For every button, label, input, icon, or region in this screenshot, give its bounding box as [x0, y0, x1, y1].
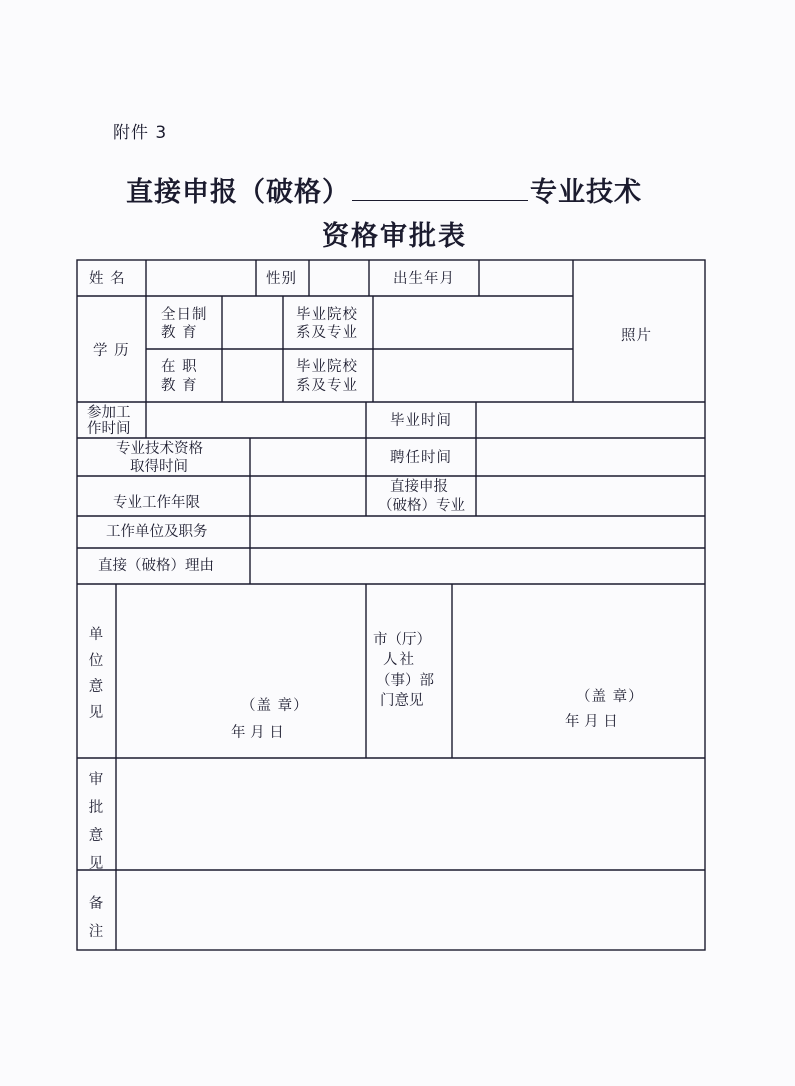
fulltime-education-input[interactable] [223, 297, 282, 348]
title-part1: 直接申报（破格） [126, 177, 350, 208]
grad-school-label-line1: 毕业院校 [296, 307, 358, 323]
form-title-line2: 资格审批表 [322, 221, 467, 252]
birth-date-input[interactable] [480, 261, 572, 295]
photo-label: 照片 [621, 328, 652, 344]
grad-school2-label-line1: 毕业院校 [296, 359, 358, 375]
city-date-text: 年 月 日 [565, 714, 618, 730]
unit-date-text: 年 月 日 [231, 725, 284, 741]
gender-input[interactable] [310, 261, 368, 295]
fulltime-education-line2: 教 育 [161, 325, 198, 341]
employer-position-input[interactable] [251, 517, 704, 547]
remarks-input[interactable] [117, 871, 704, 949]
approval-opinion-label: 审批意见 [88, 772, 104, 872]
grad-school2-label-line2: 系及专业 [296, 378, 358, 394]
work-years-input[interactable] [251, 477, 365, 515]
reason-input[interactable] [251, 549, 704, 583]
photo-area[interactable] [574, 261, 704, 401]
apply-major-label-line1: 直接申报 [390, 479, 448, 495]
name-label: 姓 名 [89, 271, 126, 287]
unit-opinion-label: 单位意见 [88, 627, 104, 721]
apply-major-input[interactable] [477, 477, 704, 515]
reason-label: 直接（破格）理由 [98, 558, 214, 574]
work-start-label-line2: 作时间 [87, 421, 131, 437]
qual-time-label-line2: 取得时间 [130, 459, 188, 475]
work-start-input[interactable] [147, 403, 365, 437]
inservice-education-line2: 教 育 [161, 378, 198, 394]
city-opinion-line1: 市（厅） [373, 632, 431, 648]
employer-position-label: 工作单位及职务 [106, 524, 208, 540]
city-seal-text: （盖 章） [576, 689, 644, 705]
gender-label: 性别 [266, 271, 297, 287]
city-opinion-line4: 门意见 [380, 693, 424, 709]
work-start-label-line1: 参加工 [87, 405, 131, 421]
attachment-number: 附件 3 [113, 123, 168, 143]
work-years-label: 专业工作年限 [113, 495, 200, 511]
education-label: 学 历 [93, 343, 130, 359]
city-opinion-line3: （事）部 [376, 673, 434, 689]
inservice-education-line1: 在 职 [161, 359, 198, 375]
city-opinion-line2: 人社 [383, 652, 416, 668]
apply-major-label-line2: （破格）专业 [378, 498, 465, 514]
grad-school-label-line2: 系及专业 [296, 325, 358, 341]
hire-time-input[interactable] [477, 439, 704, 475]
remarks-label: 备注 [88, 896, 104, 940]
name-input[interactable] [147, 261, 255, 295]
birth-date-label: 出生年月 [393, 271, 455, 287]
fulltime-education-line1: 全日制 [161, 307, 208, 323]
inservice-school-input[interactable] [374, 350, 572, 401]
hire-time-label: 聘任时间 [390, 450, 452, 466]
grad-time-input[interactable] [477, 403, 704, 437]
fulltime-school-input[interactable] [374, 297, 572, 348]
inservice-education-input[interactable] [223, 350, 282, 401]
title-part2: 专业技术 [530, 177, 642, 208]
unit-seal-text: （盖 章） [241, 698, 309, 714]
qual-time-input[interactable] [251, 439, 365, 475]
qual-time-label-line1: 专业技术资格 [116, 441, 203, 457]
grad-time-label: 毕业时间 [390, 413, 452, 429]
